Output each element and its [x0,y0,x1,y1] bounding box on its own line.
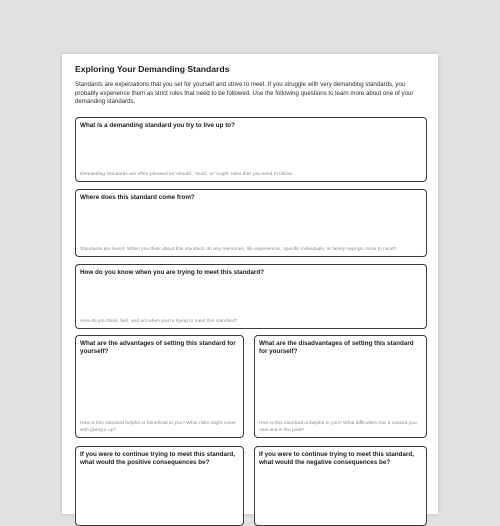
question-prompt: What is a demanding standard you try to live up to? [80,122,235,129]
question-hint: Demanding standards are often phrased as 'should', 'must', or 'ought' rules that you need to follow. [80,171,293,177]
question-hint: How is this standard helpful or beneficial to you? What risks might come with giving it up? [80,421,236,433]
question-prompt: Where does this standard come from? [80,194,195,201]
worksheet-intro: Standards are expectations that you set for yourself and strive to meet. If you struggle with very demanding standards, you probably experience them as strict rules that need to be followed. Use the following questions to learn more about one of your demanding standards. [75,81,414,106]
question-prompt: If you were to continue trying to meet this standard, what would the negative consequences be? [259,451,414,466]
worksheet-page [62,54,438,514]
question-hint: How is this standard unhelpful to you? What difficulties has it caused you, now and in the past? [259,421,418,433]
question-prompt: How do you know when you are trying to meet this standard? [80,269,265,276]
question-prompt: What are the advantages of setting this standard for yourself? [80,340,236,355]
question-box-disadvantages[interactable] [254,335,427,438]
question-hint: How do you think, feel, and act when you're trying to meet this standard? [80,318,238,324]
question-box-origin[interactable] [75,189,427,257]
question-box-standard[interactable] [75,117,427,182]
question-prompt: What are the disadvantages of setting this standard for yourself? [259,340,414,355]
question-box-negative-consequences[interactable] [254,446,427,526]
question-prompt: If you were to continue trying to meet this standard, what would the positive consequences be? [80,451,235,466]
question-box-positive-consequences[interactable] [75,446,244,526]
worksheet-title: Exploring Your Demanding Standards [75,64,230,74]
question-box-advantages[interactable] [75,335,244,438]
question-box-recognition[interactable] [75,264,427,329]
question-hint: Standards are learnt. When you think about this standard, do any memories, life experiences, specific individuals, or family sayings come to mind? [80,246,397,252]
